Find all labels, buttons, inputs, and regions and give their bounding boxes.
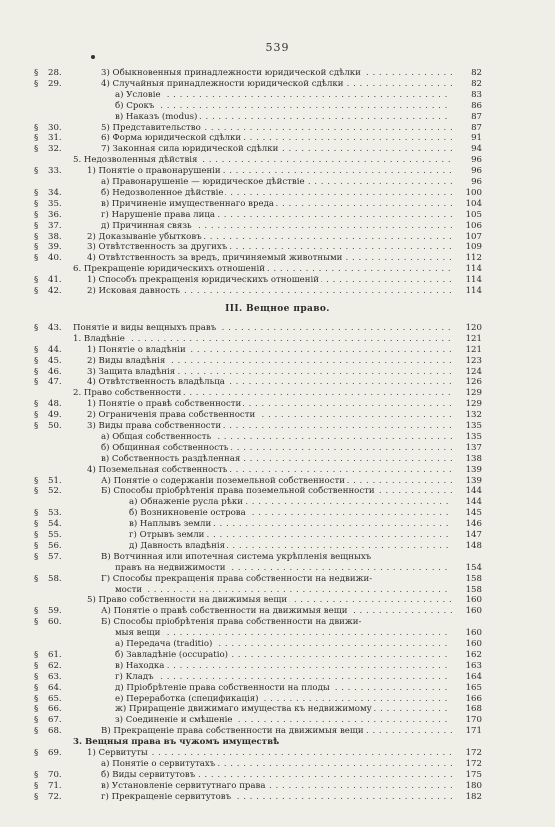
toc-row (0, 672, 555, 683)
entry-title: 5) Право собственности на движимыя вещи (87, 595, 288, 606)
section-sign: § (34, 660, 39, 671)
entry-title: б) Срокъ (115, 100, 155, 111)
page-ref: 83 (471, 89, 482, 100)
section-sign: § (34, 421, 39, 431)
toc-row (0, 792, 555, 803)
entry-title: 6. Прекращеніе юридическихъ отношеній (73, 264, 265, 275)
page-ref: 139 (465, 475, 482, 486)
section-sign: § (34, 322, 39, 333)
section-number: 41. (48, 275, 62, 286)
section-number: 68. (48, 726, 62, 737)
entry-title: в) Собственность раздѣленная (101, 453, 241, 464)
page-ref: 121 (465, 344, 482, 355)
toc-row (0, 367, 555, 378)
section-number: 69. (48, 748, 62, 758)
page-ref: 132 (465, 410, 482, 421)
page-ref: 107 (465, 231, 482, 242)
section-sign: § (34, 166, 39, 177)
section-number: 47. (48, 377, 62, 388)
page-ref: 160 (465, 628, 482, 639)
toc-row (0, 199, 555, 210)
toc-row (0, 476, 555, 487)
toc-row (0, 399, 555, 410)
entry-title: 6) Форма юридической сдѣлки (101, 133, 242, 144)
section-number: 36. (48, 209, 62, 220)
toc-row (0, 639, 555, 650)
entry-title: в) Наказъ (modus) (115, 111, 198, 122)
section-sign: § (34, 486, 39, 497)
section-sign: § (34, 551, 39, 562)
toc-row (0, 188, 555, 199)
toc-row (0, 264, 555, 275)
entry-title: Понятіе и виды вещныхъ правъ (73, 322, 217, 333)
entry-title: 4) Отвѣтственность владѣльца (87, 377, 225, 388)
toc-row (0, 133, 555, 144)
page-ref: 87 (471, 111, 482, 122)
toc-row (0, 694, 555, 705)
page-ref: 171 (465, 726, 482, 737)
page-ref: 135 (465, 431, 482, 442)
entry-title: в) Причиненіе имущественнаго вреда (101, 198, 275, 209)
entry-title: 1. Владѣніе (73, 333, 125, 344)
page-ref: 112 (465, 253, 482, 264)
page-ref: 147 (465, 530, 482, 540)
toc-row (0, 617, 555, 628)
section-sign: § (34, 617, 39, 628)
section-sign: § (34, 68, 39, 78)
entry-title: 1) Понятіе о владѣніи (87, 344, 186, 355)
entry-title: 7) Законная сила юридической сдѣлки (101, 144, 279, 155)
toc-row (0, 421, 555, 432)
section-number: 58. (48, 573, 62, 584)
page-ref: 94 (471, 144, 482, 155)
entry-title: 3) Виды права собственности (87, 421, 222, 431)
page-ref: 180 (465, 780, 482, 791)
toc-row (0, 574, 555, 585)
entry-title: 3) Защита владѣнія (87, 366, 176, 377)
entry-title: 5) Представительство (101, 122, 201, 133)
toc-row (0, 432, 555, 443)
section-number: 62. (48, 660, 62, 671)
page-ref: 96 (471, 177, 482, 187)
toc-row (0, 585, 555, 596)
entry-title: г) Отрывъ земли (129, 530, 205, 540)
section-number: 39. (48, 242, 62, 253)
page-ref: 168 (465, 704, 482, 715)
section-sign: § (34, 242, 39, 253)
toc-row (0, 628, 555, 639)
entry-title: 1) Способъ прекращенія юридическихъ отношеній (87, 275, 319, 286)
section-number: 34. (48, 187, 62, 198)
section-number: 50. (48, 421, 62, 431)
section-sign: § (34, 355, 39, 366)
section-sign: § (34, 231, 39, 242)
entry-title: а) Общая собственность (101, 431, 212, 442)
section-number: 60. (48, 617, 62, 628)
page-ref: 172 (465, 748, 482, 758)
toc-row (0, 683, 555, 694)
section-number: 42. (48, 286, 62, 296)
toc-row (0, 68, 555, 79)
toc-row (0, 323, 555, 334)
entry-title: д) Причинная связь (101, 220, 192, 231)
section-number: 70. (48, 769, 62, 780)
toc-row (0, 508, 555, 519)
page-ref: 121 (465, 333, 482, 344)
toc-row (0, 770, 555, 781)
section-number: 64. (48, 682, 62, 693)
toc-row (0, 253, 555, 264)
toc-row (0, 388, 555, 399)
page-ref: 137 (465, 442, 482, 453)
entry-title: б) Завладѣніе (occupatio) (115, 649, 228, 660)
entry-title: в) Установленіе сервитутнаго права (101, 780, 266, 791)
page-ref: 86 (471, 100, 482, 111)
page-ref: 160 (465, 639, 482, 649)
section-number: 49. (48, 410, 62, 421)
page-ref: 145 (465, 508, 482, 519)
section-sign: § (34, 780, 39, 791)
entry-title: Б) Способы пріобрѣтенія права собственности на движи- (101, 617, 362, 628)
section-sign: § (34, 144, 39, 155)
section-sign: § (34, 275, 39, 286)
entry-title: 2. Право собственности (73, 388, 182, 399)
section-number: 37. (48, 220, 62, 231)
page-ref: 144 (465, 486, 482, 497)
page-ref: 158 (465, 573, 482, 584)
section-number: 43. (48, 322, 62, 333)
section-sign: § (34, 209, 39, 220)
entry-title: А) Понятіе о правѣ собственности на движимыя вещи (101, 606, 348, 617)
entry-title: 2) Доказываніе убытковъ (87, 231, 202, 242)
entry-title: 1) Сервитуты (87, 748, 148, 758)
section-number: 54. (48, 519, 62, 530)
toc-row (0, 715, 555, 726)
section-sign: § (34, 475, 39, 486)
page-ref: 106 (465, 220, 482, 231)
toc-row (0, 530, 555, 541)
entry-title: 2) Виды владѣнія (87, 355, 166, 366)
page-ref: 144 (465, 497, 482, 508)
section-number: 52. (48, 486, 62, 497)
toc-row (0, 661, 555, 672)
page-ref: 164 (465, 671, 482, 682)
entry-title: а) Обнаженіе русла рѣки (129, 497, 244, 508)
section-number: 33. (48, 166, 62, 177)
entry-title: 2) Исковая давность (87, 286, 180, 296)
entry-title: д) Давность владѣнія (129, 540, 225, 551)
toc-row (0, 443, 555, 454)
page-ref: 129 (465, 399, 482, 410)
section-number: 32. (48, 144, 62, 155)
entry-title: Г) Способы прекращенія права собственности на недвижи- (101, 573, 373, 584)
section-number: 38. (48, 231, 62, 242)
page-ref: 96 (471, 166, 482, 177)
toc-row (0, 377, 555, 388)
toc-row (0, 286, 555, 297)
page-ref: 104 (465, 198, 482, 209)
section-sign: § (34, 573, 39, 584)
entry-title: г) Прекращеніе сервитутовъ (101, 791, 232, 802)
page-ref: 124 (465, 366, 482, 377)
section-number: 44. (48, 344, 62, 355)
entry-title: 1) Понятіе о правонарушеніи (87, 166, 221, 177)
page-ref: 129 (465, 388, 482, 399)
section-sign: § (34, 286, 39, 296)
page-ref: 100 (465, 187, 482, 198)
entry-title: в) Находка (115, 660, 165, 671)
section-sign: § (34, 508, 39, 519)
page-ref: 91 (471, 133, 482, 144)
toc-row (0, 123, 555, 134)
section-heading: III. Вещное право. (225, 303, 330, 314)
section-number: 51. (48, 475, 62, 486)
toc-row (0, 410, 555, 421)
toc-row (0, 486, 555, 497)
section-sign: § (34, 519, 39, 530)
toc-row (0, 497, 555, 508)
section-sign: § (34, 399, 39, 410)
section-sign: § (34, 530, 39, 540)
page-ref: 182 (465, 791, 482, 802)
section-sign: § (34, 693, 39, 704)
entry-title: в) Наплывъ земли (129, 519, 212, 530)
page-ref: 105 (465, 209, 482, 220)
entry-title: 2) Ограниченія права собственности (87, 410, 256, 421)
section-number: 55. (48, 530, 62, 540)
section-number: 65. (48, 693, 62, 704)
entry-title: б) Общинная собственность (101, 442, 229, 453)
toc-row (0, 519, 555, 530)
section-sign: § (34, 187, 39, 198)
entry-title: Б) Способы пріобрѣтенія права поземельной собственности (101, 486, 375, 497)
toc-row (0, 541, 555, 552)
toc-row (0, 155, 555, 166)
toc-row (0, 144, 555, 155)
entry-title: б) Возникновеніе острова (129, 508, 246, 519)
toc-row (0, 356, 555, 367)
page-ref: 114 (465, 286, 482, 296)
entry-title: 4) Поземельная собственность (87, 464, 228, 475)
toc-row (0, 748, 555, 759)
section-sign: § (34, 748, 39, 758)
section-sign: § (34, 606, 39, 617)
toc-row (0, 334, 555, 345)
entry-title: б) Недозволенное дѣйствіе (101, 187, 224, 198)
entry-title: а) Передача (traditio) (115, 639, 213, 649)
entry-title: а) Правонарушеніе — юридическое дѣйствіе (101, 177, 305, 187)
section-number: 45. (48, 355, 62, 366)
section-number: 29. (48, 78, 62, 89)
toc-row (0, 465, 555, 476)
page-ref: 139 (465, 464, 482, 475)
entry-title: д) Пріобрѣтеніе права собственности на плоды (115, 682, 330, 693)
entry-title: правъ на недвижимости (115, 562, 226, 573)
entry-title: ж) Приращеніе движимаго имущества къ недвижимому (115, 704, 372, 715)
page-ref: 138 (465, 453, 482, 464)
section-sign: § (34, 122, 39, 133)
toc-row (0, 210, 555, 221)
toc-row (0, 101, 555, 112)
section-number: 59. (48, 606, 62, 617)
section-number: 28. (48, 68, 62, 78)
page-ref: 163 (465, 660, 482, 671)
page-ref: 148 (465, 540, 482, 551)
toc-row (0, 221, 555, 232)
page-ref: 158 (465, 584, 482, 595)
entry-title: В) Прекращеніе права собственности на движимыя вещи (101, 726, 364, 737)
section-number: 61. (48, 649, 62, 660)
entry-title: г) Кладъ (115, 671, 154, 682)
page-ref: 170 (465, 715, 482, 726)
section-sign: § (34, 377, 39, 388)
toc-row (0, 90, 555, 101)
toc-row (0, 345, 555, 356)
toc-row (0, 595, 555, 606)
page-ref: 160 (465, 595, 482, 606)
section-number: 40. (48, 253, 62, 264)
page-ref: 82 (471, 78, 482, 89)
page-ref: 135 (465, 421, 482, 431)
ink-dot (91, 55, 95, 59)
entry-title: е) Переработка (спецификація) (115, 693, 259, 704)
entry-title: з) Соединеніе и смѣшеніе (115, 715, 233, 726)
toc-row (0, 726, 555, 737)
section-sign: § (34, 649, 39, 660)
page-ref: 162 (465, 649, 482, 660)
page-ref: 160 (465, 606, 482, 617)
section-number: 67. (48, 715, 62, 726)
toc-row (0, 606, 555, 617)
page-ref: 126 (465, 377, 482, 388)
toc-row (0, 737, 555, 748)
section-sign: § (34, 133, 39, 144)
section-sign: § (34, 78, 39, 89)
toc-row (0, 166, 555, 177)
toc-row (0, 177, 555, 188)
section-number: 56. (48, 540, 62, 551)
page-ref: 120 (465, 322, 482, 333)
toc-row (0, 232, 555, 243)
section-number: 53. (48, 508, 62, 519)
entry-title: б) Виды сервитутовъ (101, 769, 196, 780)
toc-row (0, 781, 555, 792)
page-ref: 109 (465, 242, 482, 253)
section-sign: § (34, 769, 39, 780)
entry-title: В) Вотчинная или ипотечная система укрѣпленія вещныхъ (101, 551, 372, 562)
toc-row (0, 552, 555, 563)
section-number: 57. (48, 551, 62, 562)
entry-title: г) Нарушеніе права лица (101, 209, 216, 220)
section-number: 35. (48, 198, 62, 209)
toc-row (0, 650, 555, 661)
page-ref: 96 (471, 155, 482, 166)
page-ref: 114 (465, 264, 482, 275)
section-sign: § (34, 410, 39, 421)
section-sign: § (34, 791, 39, 802)
toc-row (0, 275, 555, 286)
section-number: 30. (48, 122, 62, 133)
page-ref: 175 (465, 769, 482, 780)
section-sign: § (34, 220, 39, 231)
section-sign: § (34, 682, 39, 693)
entry-title: мости (115, 584, 143, 595)
toc-row (0, 454, 555, 465)
section-sign: § (34, 726, 39, 737)
section-number: 48. (48, 399, 62, 410)
page-number: 539 (265, 41, 290, 54)
toc-row (0, 79, 555, 90)
entry-title: 5. Недозволенныя дѣйствія (73, 155, 198, 166)
section-sign: § (34, 540, 39, 551)
page-ref: 87 (471, 122, 482, 133)
page-ref: 166 (465, 693, 482, 704)
section-sign: § (34, 704, 39, 715)
section-sign: § (34, 198, 39, 209)
entry-title: 4) Отвѣтственность за вредъ, причиняемый животными (87, 253, 343, 264)
entry-title: а) Условіе (115, 89, 161, 100)
section-number: 72. (48, 791, 62, 802)
page-ref: 114 (465, 275, 482, 286)
section-sign: § (34, 344, 39, 355)
section-number: 31. (48, 133, 62, 144)
entry-title: 3) Обыкновенныя принадлежности юридической сдѣлки (101, 68, 361, 78)
page-ref: 146 (465, 519, 482, 530)
page-ref: 154 (465, 562, 482, 573)
page-ref: 123 (465, 355, 482, 366)
section-number: 63. (48, 671, 62, 682)
entry-title: а) Понятіе о сервитутахъ (101, 758, 216, 769)
toc-row (0, 704, 555, 715)
section-sign: § (34, 715, 39, 726)
page-ref: 82 (471, 68, 482, 78)
entry-title: 1) Понятіе о правѣ собственности (87, 399, 242, 410)
section-number: 66. (48, 704, 62, 715)
section-number: 71. (48, 780, 62, 791)
toc-row (0, 563, 555, 574)
toc-row (0, 242, 555, 253)
toc-row (0, 112, 555, 123)
toc-row (0, 759, 555, 770)
section-number: 46. (48, 366, 62, 377)
entry-title: 3. Вещныя права въ чужомъ имуществѣ (73, 737, 280, 748)
section-sign: § (34, 366, 39, 377)
page-ref: 165 (465, 682, 482, 693)
section-sign: § (34, 671, 39, 682)
entry-title: 4) Случайныя принадлежности юридической сдѣлки (101, 78, 344, 89)
section-sign: § (34, 253, 39, 264)
entry-title: 3) Отвѣтственность за другихъ (87, 242, 228, 253)
entry-title: мыя вещи (115, 628, 161, 639)
entry-title: А) Понятіе о содержаніи поземельной собственности (101, 475, 345, 486)
page-ref: 172 (465, 758, 482, 769)
